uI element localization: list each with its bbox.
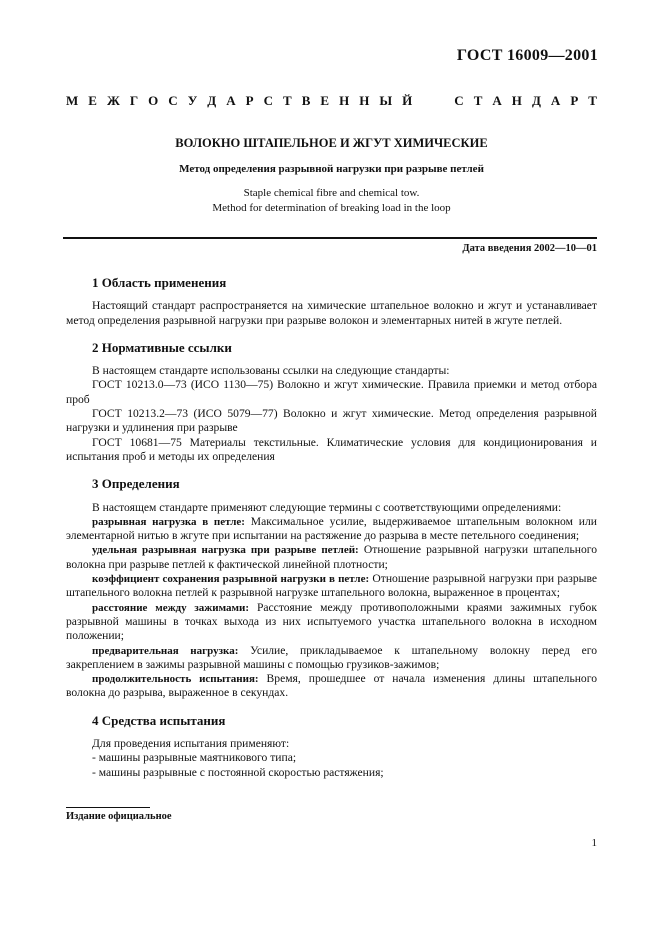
- banner-letter: Н: [359, 93, 370, 108]
- section-normative-references: [66, 341, 597, 464]
- banner-letter: О: [148, 93, 159, 108]
- section-heading: 1 Область применения: [92, 275, 227, 290]
- banner-letter: Р: [570, 93, 579, 108]
- definition-item: [66, 672, 597, 701]
- official-edition-label: Издание официальное: [66, 811, 172, 822]
- banner-letter: Е: [320, 93, 330, 108]
- paragraph: В настоящем стандарте использованы ссылки на следующие стандарты:: [92, 364, 450, 378]
- footer-divider: [66, 807, 150, 808]
- reference-item: ГОСТ 10213.0—73 (ИСО 1130—75) Волокно и жгут химические. Правила приемки и метод отбора проб: [66, 378, 597, 406]
- banner-letter: Д: [531, 93, 541, 108]
- banner-letter: Й: [402, 93, 413, 108]
- banner-letter: М: [66, 93, 79, 108]
- definition-text: Время, прошедшее от начала изменения длины штапельного волокна до разрыва, выраженное в секундах.: [66, 672, 597, 700]
- definition-item: [66, 601, 597, 644]
- page-number: 1: [591, 837, 597, 849]
- paragraph: Для проведения испытания применяют:: [92, 737, 290, 751]
- banner-letter: Р: [245, 93, 254, 108]
- document-body: [66, 276, 597, 793]
- definition-item: [66, 515, 597, 544]
- banner-letter: С: [263, 93, 273, 108]
- definition-term: удельная разрывная нагрузка при разрыве петлей:: [92, 544, 359, 557]
- definition-text: Расстояние между противоположными краями зажимных губок разрывной машины в точках выхода из них испытуемого участка штапельного волокна в исходном положении;: [66, 600, 597, 643]
- reference-item: ГОСТ 10681—75 Материалы текстильные. Климатические условия для кондиционирования и испытания проб и методы их определения: [66, 435, 597, 463]
- banner-letter: С: [168, 93, 178, 108]
- definition-term: продолжительность испытания:: [92, 673, 259, 686]
- section-heading: 2 Нормативные ссылки: [92, 339, 232, 355]
- banner-letter: У: [187, 93, 198, 108]
- list-item: - машины разрывные маятникового типа;: [92, 751, 297, 765]
- definition-item: [66, 572, 597, 601]
- banner-letter: А: [226, 93, 236, 108]
- section-heading: 4 Средства испытания: [92, 712, 226, 728]
- definition-item: [66, 644, 597, 673]
- banner-letter: Ж: [106, 93, 120, 108]
- section-test-equipment: [66, 714, 597, 780]
- definition-text: Усилие, прикладываемое к штапельному волокну перед его закреплением в зажимы разрывной машины с помощью грузиков-зажимов;: [66, 643, 597, 671]
- banner-letter: Н: [339, 93, 350, 108]
- english-title-line-1: Staple chemical fibre and chemical tow.: [243, 187, 420, 199]
- banner-letter: Е: [88, 93, 97, 108]
- reference-item: ГОСТ 10213.2—73 (ИСО 5079—77) Волокно и жгут химические. Метод определения разрывной нагрузки и удлинения при разрыве: [66, 407, 597, 435]
- header-divider: [63, 237, 597, 239]
- paragraph: В настоящем стандарте применяют следующие термины с соответствующими определениями:: [92, 500, 562, 514]
- list-item: - машины разрывные с постоянной скоростью растяжения;: [92, 765, 384, 779]
- interstate-standard-banner: [66, 93, 597, 109]
- section-definitions: [66, 477, 597, 700]
- definition-term: предварительная нагрузка:: [92, 644, 239, 657]
- document-subtitle: Метод определения разрывной нагрузки при разрыве петлей: [179, 163, 484, 175]
- banner-letter: С: [454, 93, 464, 108]
- banner-word-gap: [422, 93, 444, 109]
- standard-number: ГОСТ 16009—2001: [456, 47, 598, 64]
- definition-text: Максимальное усилие, выдерживаемое штапельным волокном или элементарной нитью в жгуте при испытании на растяжение до разрыва в месте петельного соединения;: [66, 514, 597, 543]
- definition-term: коэффициент сохранения разрывной нагрузки в петле:: [92, 573, 370, 586]
- banner-letter: А: [492, 93, 502, 108]
- definition-item: [66, 543, 597, 572]
- banner-letter: А: [550, 93, 561, 108]
- section-heading: 3 Определения: [92, 476, 180, 492]
- banner-letter: Т: [473, 93, 483, 108]
- banner-letter: Ы: [379, 93, 393, 108]
- banner-letter: Д: [207, 93, 217, 108]
- definition-text: Отношение разрывной нагрузки штапельного волокна при разрыве петлей к фактической линейной плотности;: [66, 543, 598, 571]
- banner-letter: Н: [511, 93, 522, 108]
- english-title: [66, 186, 597, 215]
- definition-term: расстояние между зажимами:: [92, 601, 250, 614]
- banner-letter: Г: [129, 93, 139, 108]
- section-scope: [66, 276, 597, 328]
- banner-letter: Т: [588, 93, 597, 108]
- document-title: ВОЛОКНО ШТАПЕЛЬНОЕ И ЖГУТ ХИМИЧЕСКИЕ: [175, 136, 488, 150]
- banner-letter: В: [301, 93, 311, 108]
- introduction-date: Дата введения 2002—10—01: [462, 243, 597, 254]
- paragraph: Настоящий стандарт распространяется на химические штапельное волокно и жгут и устанавливает метод определения разрывной нагрузки при разрыве волокон и элементарных нитей в жгуте петлей.: [66, 299, 597, 327]
- english-title-line-2: Method for determination of breaking load in the loop: [212, 201, 451, 214]
- definition-text: Отношение разрывной нагрузки при разрыве штапельного волокна петлей к разрывной нагрузке штапельного волокна, выраженное в процентах;: [66, 572, 597, 600]
- definition-term: разрывная нагрузка в петле:: [92, 515, 245, 528]
- banner-letter: Т: [283, 93, 292, 108]
